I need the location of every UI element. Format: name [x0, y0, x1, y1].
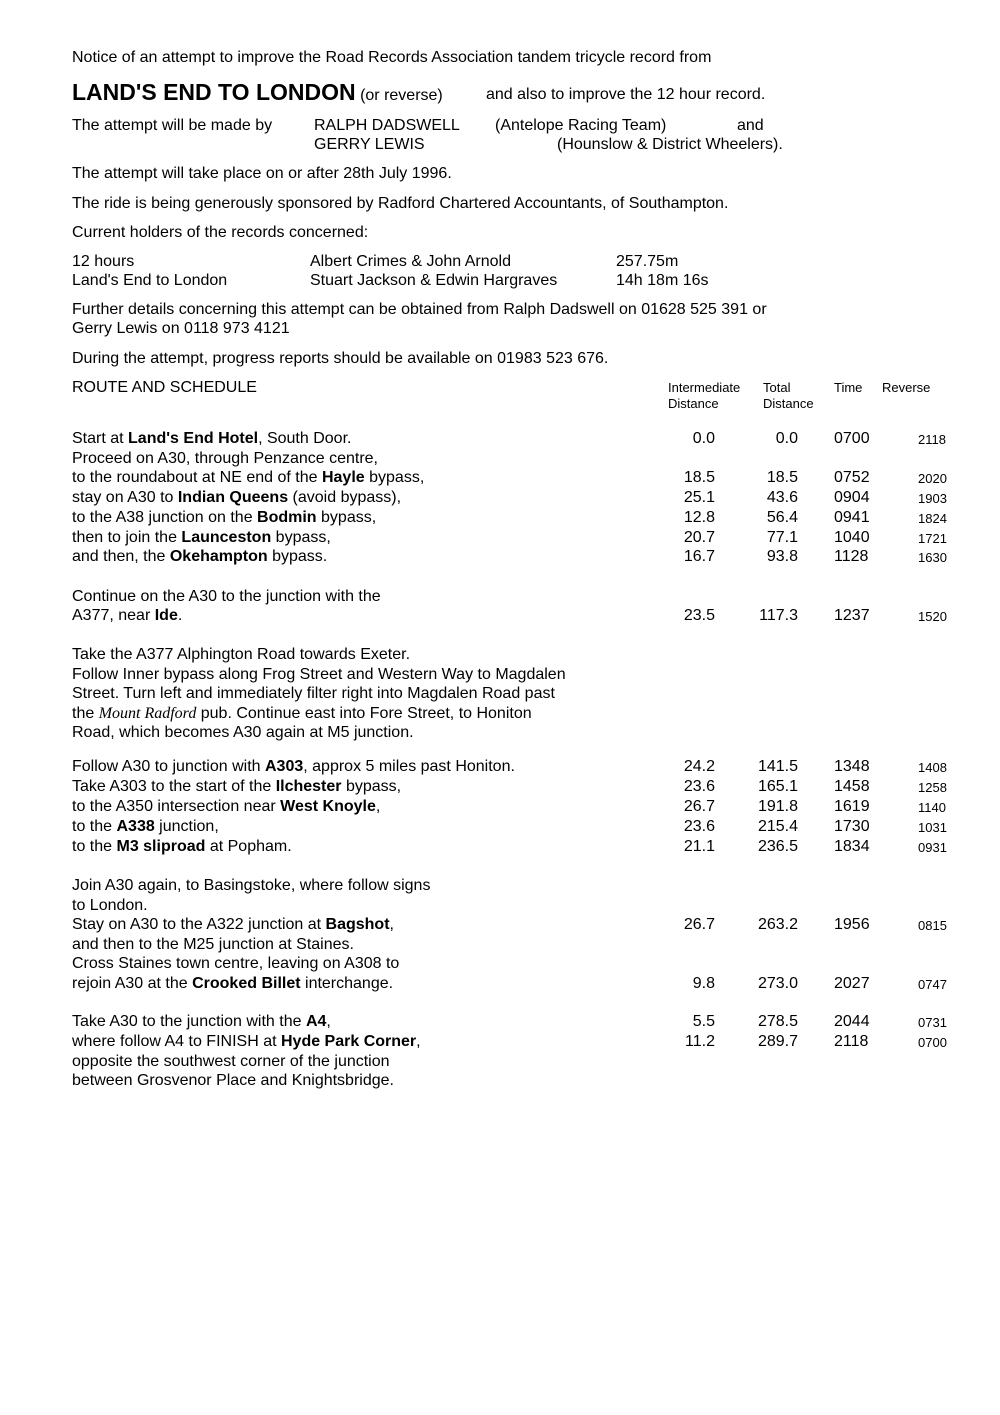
intermediate-distance: 0.0 [692, 430, 715, 447]
route-text: rejoin A30 at the [72, 975, 193, 992]
route-place: Land's End Hotel [128, 430, 259, 447]
route-place: West Knoyle [280, 798, 376, 815]
route-text: between Grosvenor Place and Knightsbridge. [72, 1072, 394, 1089]
col-total-2: Distance [763, 396, 814, 411]
schedule-time: 2027 [834, 975, 870, 992]
intro-text: Notice of an attempt to improve the Road Records Association tandem tricycle record from [72, 49, 712, 66]
route-text: and then, the [72, 548, 170, 565]
total-distance: 273.0 [757, 975, 798, 992]
route-step [72, 587, 381, 607]
route-text: bypass, [271, 529, 331, 546]
route-text: where follow A4 to FINISH at [72, 1033, 281, 1050]
reverse-time: 1031 [918, 820, 947, 835]
schedule-heading: ROUTE AND SCHEDULE [72, 379, 257, 396]
route-text: opposite the southwest corner of the junction [72, 1053, 390, 1070]
schedule-time: 1348 [834, 758, 870, 775]
route-step [72, 665, 566, 685]
route-text: , [389, 916, 394, 933]
holder-record: 12 hours [72, 253, 135, 270]
route-step [72, 896, 148, 916]
schedule-time: 0941 [834, 509, 870, 526]
route-text: Join A30 again, to Basingstoke, where follow signs [72, 877, 431, 894]
reverse-time: 0931 [918, 840, 947, 855]
total-distance: 77.1 [766, 529, 798, 546]
total-distance: 289.7 [757, 1033, 798, 1050]
schedule-time: 1237 [834, 607, 870, 624]
reverse-time: 1721 [918, 531, 947, 546]
schedule-time: 2044 [834, 1013, 870, 1030]
route-text: A377, near [72, 607, 155, 624]
route-text: bypass, [341, 778, 402, 795]
route-step [72, 777, 401, 797]
intermediate-distance: 25.1 [683, 489, 715, 506]
route-step [72, 757, 515, 777]
route-step [72, 974, 393, 994]
holder-value: 14h 18m 16s [616, 272, 709, 289]
total-distance: 191.8 [757, 798, 798, 815]
schedule-time: 1730 [834, 818, 870, 835]
route-step [72, 645, 410, 665]
holder-names: Albert Crimes & John Arnold [310, 253, 511, 270]
route-step [72, 797, 380, 817]
reverse-time: 0731 [918, 1015, 947, 1030]
route-text: Stay on A30 to the A322 junction at [72, 916, 326, 933]
intermediate-distance: 23.6 [683, 818, 715, 835]
route-text: Cross Staines town centre, leaving on A308 to [72, 955, 400, 972]
route-place: Ilchester [275, 778, 342, 795]
intermediate-distance: 26.7 [683, 916, 715, 933]
route-step [72, 1052, 390, 1072]
reverse-time: 0747 [918, 977, 947, 992]
holders-heading: Current holders of the records concerned: [72, 224, 369, 241]
route-text: (avoid bypass), [288, 489, 402, 506]
sponsor-line: The ride is being generously sponsored by Radford Chartered Accountants, of Southampton. [72, 195, 729, 212]
route-step [72, 876, 430, 896]
route-step [72, 954, 399, 974]
route-text: to London. [72, 897, 148, 914]
route-text: pub. Continue east into Fore Street, to Honiton [196, 705, 532, 722]
route-place: A4 [305, 1013, 327, 1030]
route-place: A303 [265, 758, 304, 775]
route-text: to the [72, 818, 117, 835]
route-step [72, 704, 532, 724]
route-place: Launceston [181, 529, 272, 546]
route-text: . [177, 607, 183, 624]
intermediate-distance: 11.2 [685, 1033, 715, 1050]
progress-line: During the attempt, progress reports should be available on 01983 523 676. [72, 350, 609, 367]
route-step [72, 1012, 331, 1032]
route-text: to the roundabout at NE end of the [72, 469, 322, 486]
total-distance: 165.1 [757, 778, 798, 795]
route-text: Follow Inner bypass along Frog Street and Western Way to Magdalen [72, 666, 566, 683]
route-place: Bagshot [325, 916, 390, 933]
col-reverse: Reverse [882, 380, 931, 395]
col-time: Time [834, 380, 863, 395]
reverse-time: 1903 [918, 491, 947, 506]
route-place: Bodmin [257, 509, 317, 526]
route-place: Okehampton [169, 548, 268, 565]
reverse-time: 1258 [918, 780, 947, 795]
route-place: Indian Queens [177, 489, 289, 506]
intermediate-distance: 23.6 [683, 778, 715, 795]
route-text: at Popham. [205, 838, 292, 855]
route-step [72, 528, 331, 548]
rider-1: RALPH DADSWELL [314, 117, 460, 134]
route-text: , South Door. [258, 430, 352, 447]
club-1: (Antelope Racing Team) [495, 117, 667, 134]
schedule-time: 1619 [834, 798, 870, 815]
rider-2: GERRY LEWIS [314, 136, 425, 153]
intermediate-distance: 5.5 [692, 1013, 715, 1030]
reverse-time: 2118 [918, 432, 946, 447]
total-distance: 0.0 [775, 430, 798, 447]
route-text: bypass, [364, 469, 425, 486]
route-step [72, 817, 219, 837]
route-text: Street. Turn left and immediately filter right into Magdalen Road past [72, 685, 555, 702]
col-intermediate-1: Intermediate [668, 380, 741, 395]
details-line-1: Further details concerning this attempt can be obtained from Ralph Dadswell on 01628 525 391 or [72, 301, 767, 318]
total-distance: 56.4 [766, 509, 798, 526]
route-text: , [326, 1013, 331, 1030]
route-step [72, 684, 555, 704]
reverse-time: 1520 [918, 609, 947, 624]
attempt-label: The attempt will be made by [72, 117, 273, 134]
route-text: Proceed on A30, through Penzance centre, [72, 450, 378, 467]
title-line [72, 79, 443, 106]
intermediate-distance: 26.7 [683, 798, 715, 815]
schedule-time: 1956 [834, 916, 870, 933]
route-step [72, 508, 376, 528]
route-step [72, 723, 414, 743]
schedule-time: 1040 [834, 529, 870, 546]
intermediate-distance: 16.7 [683, 548, 715, 565]
intermediate-distance: 20.7 [683, 529, 715, 546]
route-text: interchange. [300, 975, 394, 992]
route-text: the [72, 705, 99, 722]
intermediate-distance: 21.1 [683, 838, 715, 855]
total-distance: 43.6 [766, 489, 798, 506]
route-text: Take A303 to the start of the [72, 778, 276, 795]
route-place: Ide [154, 607, 178, 624]
reverse-time: 2020 [918, 471, 947, 486]
route-text: , [416, 1033, 421, 1050]
route-place: A338 [116, 818, 155, 835]
col-total-1: Total [763, 380, 791, 395]
total-distance: 278.5 [757, 1013, 798, 1030]
route-step [72, 1071, 394, 1091]
schedule-time: 0904 [834, 489, 870, 506]
route-text: bypass, [316, 509, 377, 526]
reverse-time: 1824 [918, 511, 947, 526]
intermediate-distance: 9.8 [692, 975, 715, 992]
total-distance: 236.5 [757, 838, 798, 855]
route-pub-name: Mount Radford [98, 705, 197, 722]
reverse-time: 1140 [918, 800, 946, 815]
route-text: bypass. [267, 548, 328, 565]
route-place: Hayle [321, 469, 365, 486]
reverse-time: 0815 [918, 918, 947, 933]
route-step [72, 449, 378, 469]
route-text: junction, [154, 818, 219, 835]
date-line: The attempt will take place on or after 28th July 1996. [72, 165, 452, 182]
title-also: and also to improve the 12 hour record. [486, 86, 766, 103]
route-text: , approx 5 miles past Honiton. [303, 758, 515, 775]
total-distance: 117.3 [759, 607, 798, 624]
schedule-time: 2118 [834, 1033, 869, 1050]
route-text: and then to the M25 junction at Staines. [72, 936, 354, 953]
route-text: then to join the [72, 529, 182, 546]
schedule-time: 1128 [834, 548, 869, 565]
route-text: , [375, 798, 381, 815]
route-place: Hyde Park Corner [280, 1033, 417, 1050]
total-distance: 18.5 [766, 469, 798, 486]
total-distance: 141.5 [757, 758, 798, 775]
title-main: LAND'S END TO LONDON [72, 79, 356, 105]
reverse-time: 1408 [918, 760, 947, 775]
route-step [72, 429, 351, 449]
intermediate-distance: 12.8 [683, 509, 715, 526]
holder-names: Stuart Jackson & Edwin Hargraves [310, 272, 558, 289]
schedule-time: 0700 [834, 430, 870, 447]
route-text: Take A30 to the junction with the [72, 1013, 306, 1030]
holder-record: Land's End to London [72, 272, 228, 289]
route-step [72, 1032, 421, 1052]
route-text: Continue on the A30 to the junction with the [72, 588, 381, 605]
col-intermediate-2: Distance [668, 396, 719, 411]
route-place: M3 sliproad [116, 838, 206, 855]
route-text: to the [72, 838, 117, 855]
schedule-time: 1458 [834, 778, 870, 795]
route-text: to the A38 junction on the [72, 509, 258, 526]
title-paren: (or reverse) [360, 87, 443, 104]
intermediate-distance: 23.5 [683, 607, 715, 624]
total-distance: 215.4 [757, 818, 798, 835]
total-distance: 93.8 [766, 548, 798, 565]
schedule-time: 0752 [834, 469, 870, 486]
route-step [72, 935, 354, 955]
club-2: (Hounslow & District Wheelers). [557, 136, 783, 153]
route-text: Take the A377 Alphington Road towards Exeter. [72, 646, 411, 663]
total-distance: 263.2 [757, 916, 798, 933]
schedule-time: 1834 [834, 838, 870, 855]
route-step [72, 547, 327, 567]
route-step [72, 837, 292, 857]
route-text: Road, which becomes A30 again at M5 junction. [72, 724, 414, 741]
details-line-2: Gerry Lewis on 0118 973 4121 [72, 320, 290, 337]
reverse-time: 0700 [918, 1035, 947, 1050]
route-step [72, 915, 394, 935]
intermediate-distance: 24.2 [683, 758, 715, 775]
holder-value: 257.75m [616, 253, 679, 270]
route-place: Crooked Billet [192, 975, 301, 992]
intermediate-distance: 18.5 [683, 469, 715, 486]
route-step [72, 488, 401, 508]
route-step [72, 468, 424, 488]
route-text: Follow A30 to junction with [72, 758, 265, 775]
route-step [72, 606, 182, 626]
route-text: to the A350 intersection near [72, 798, 281, 815]
reverse-time: 1630 [918, 550, 947, 565]
route-text: stay on A30 to [72, 489, 178, 506]
and-text: and [737, 117, 764, 134]
route-text: Start at [72, 430, 129, 447]
